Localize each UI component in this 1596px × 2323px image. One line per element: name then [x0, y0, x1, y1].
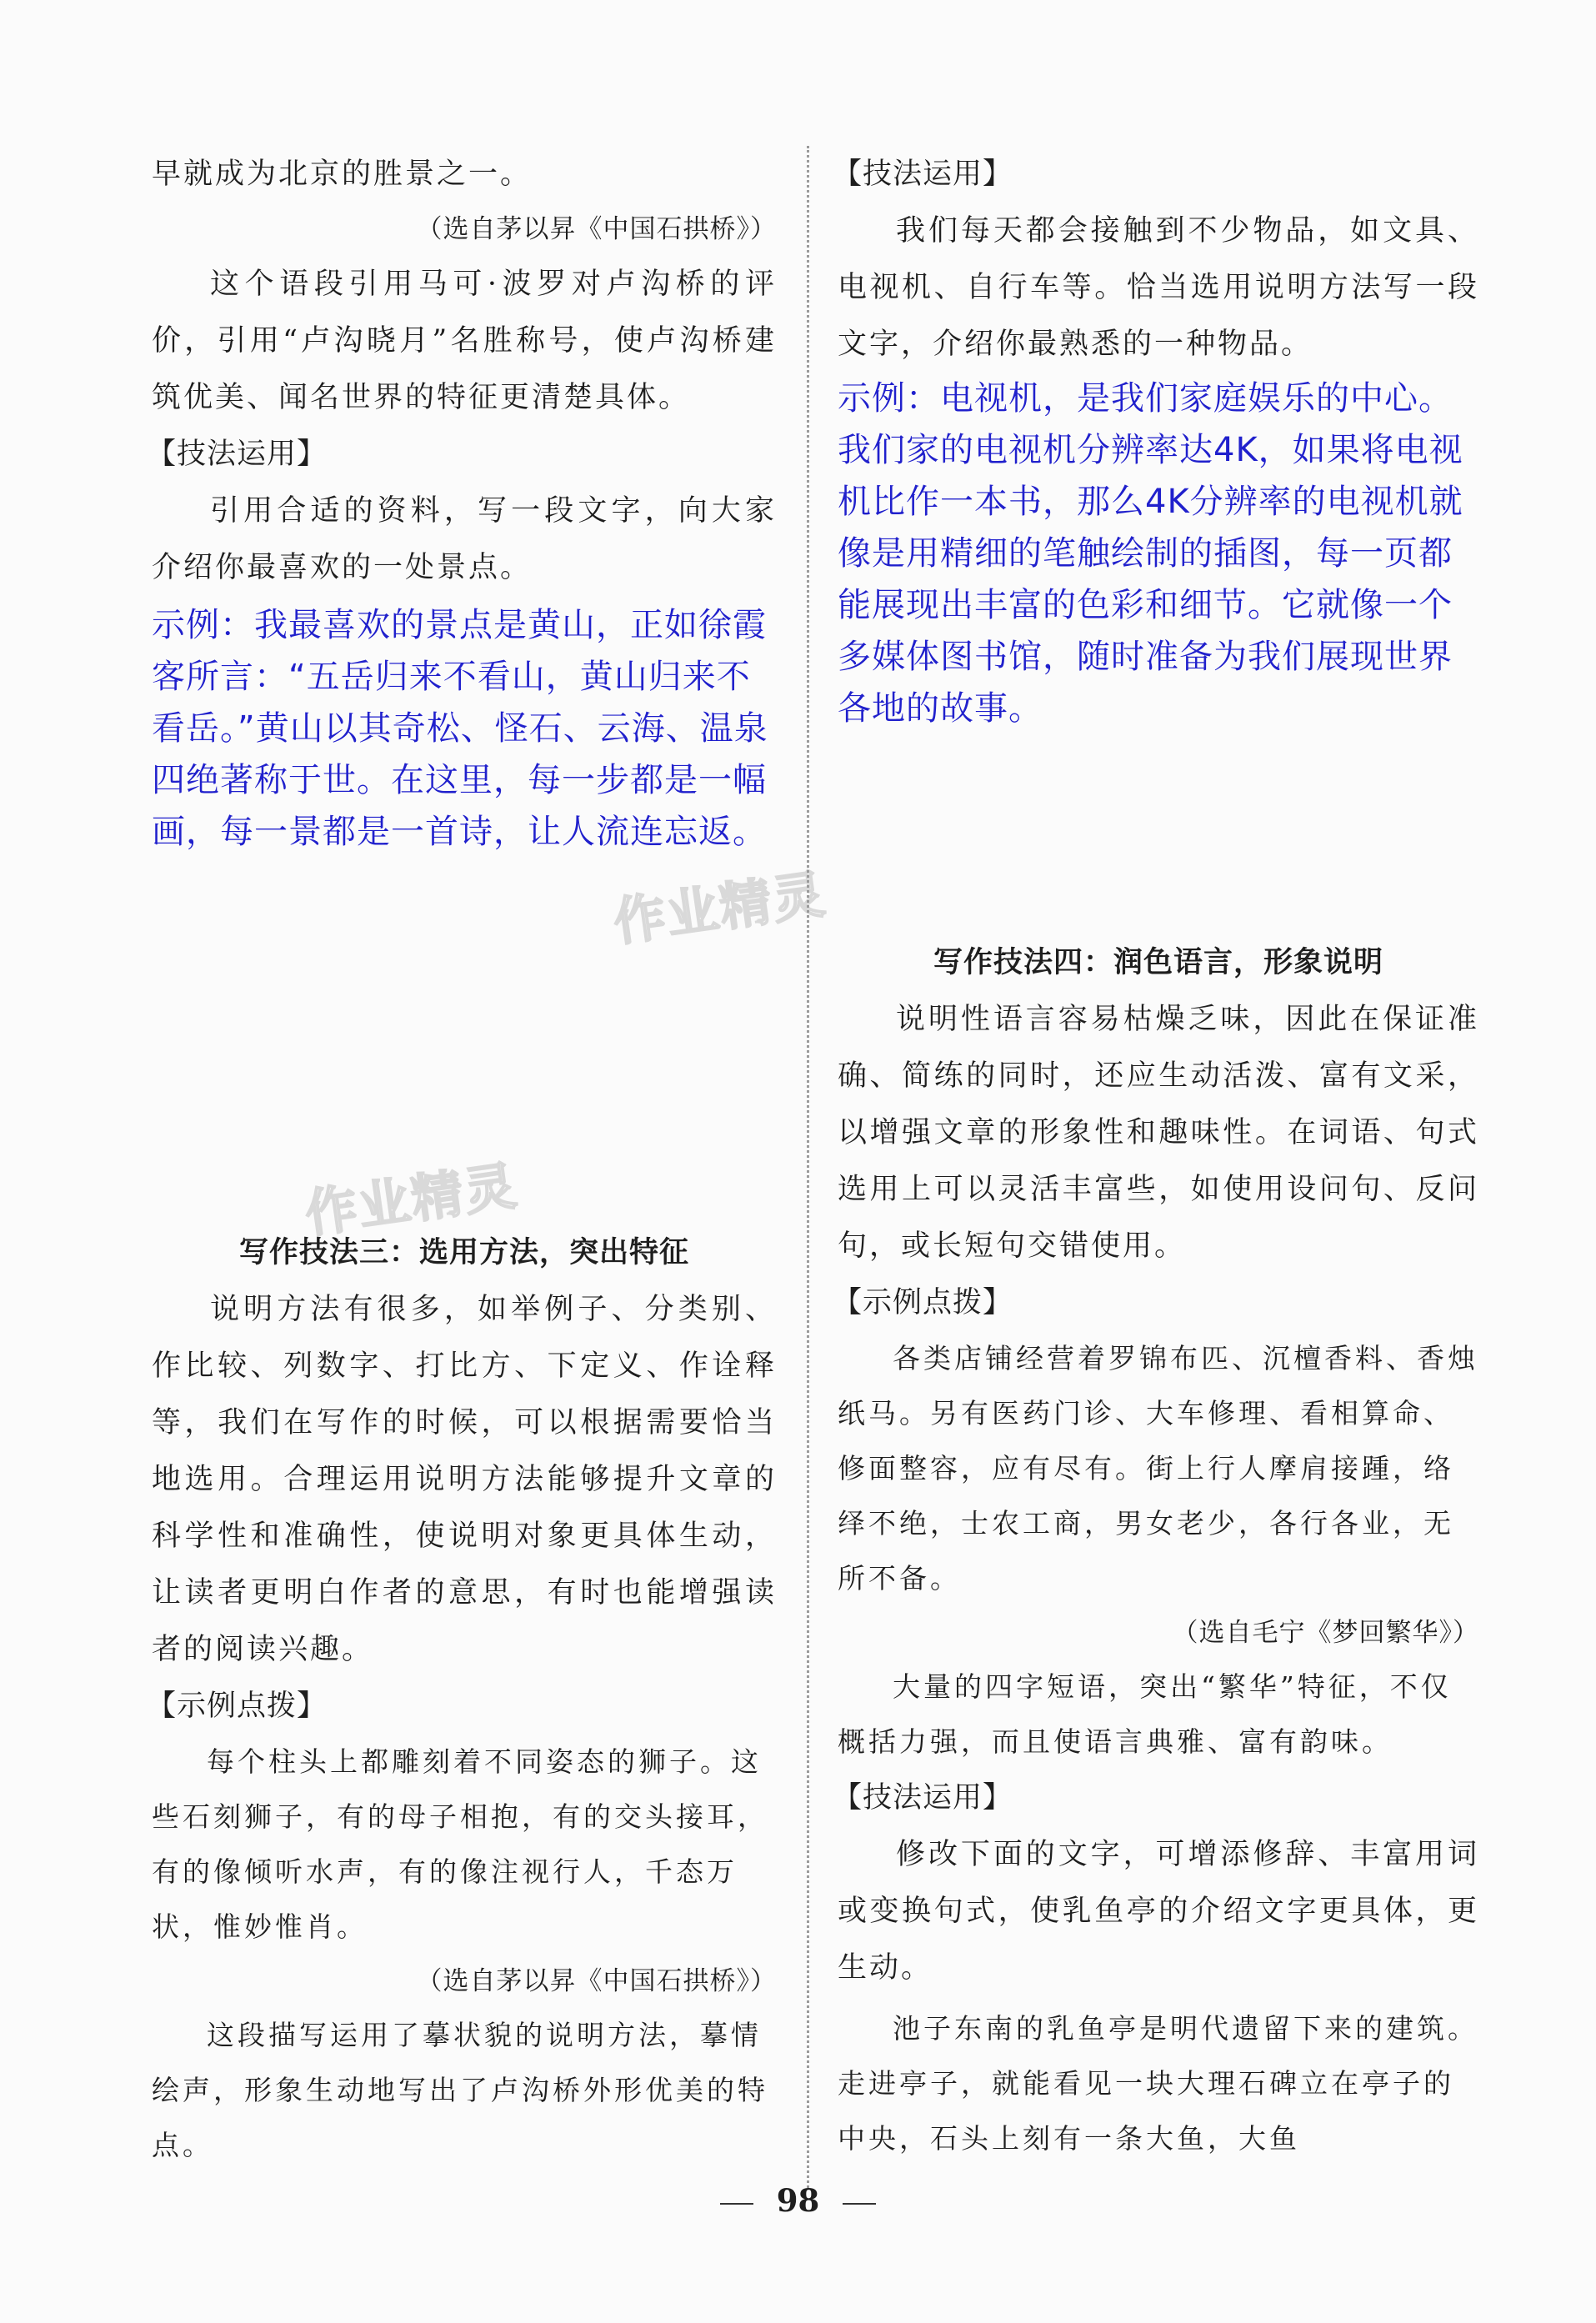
- watermark-bottom: 作业精灵: [301, 1154, 522, 1245]
- sample-answer: 示例：我最喜欢的景点是黄山，正如徐霞客所言：“五岳归来不看山，黄山归来不看岳。”黄山以其奇松、怪石、云海、温泉四绝著称于世。在这里，每一步都是一幅画，每一景都是一首诗，让人流连忘返。: [152, 606, 768, 851]
- continued-paragraph: 早就成为北京的胜景之一。: [152, 158, 533, 191]
- source-citation: （选自茅以昇《中国石拱桥》）: [416, 1966, 777, 1996]
- analysis-paragraph: 这个语段引用马可·波罗对卢沟桥的评价，引用“卢沟晓月”名胜称号，使卢沟桥建筑优美、闻名世界的特征更清楚具体。: [152, 268, 777, 414]
- section-heading-3: 写作技法三：选用方法，突出特征: [238, 1236, 689, 1269]
- column-divider: [807, 146, 809, 2188]
- page-number-text: 98: [776, 2182, 820, 2219]
- technique-application-tag: 【技法运用】: [833, 1781, 1013, 1815]
- task-prompt: 我们每天都会接触到不少物品，如文具、电视机、自行车等。恰当选用说明方法写一段文字，介绍你最熟悉的一种物品。: [838, 214, 1479, 361]
- section-heading-4: 写作技法四：润色语言，形象说明: [933, 946, 1383, 979]
- example-quote: 各类店铺经营着罗锦布匹、沉檀香料、香烛纸马。另有医药门诊、大车修理、看相算命、修面整容，应有尽有。街上行人摩肩接踵，络绎不绝，士农工商，男女老少，各行各业，无所不备。: [838, 1342, 1478, 1595]
- task-prompt: 引用合适的资料，写一段文字，向大家介绍你最喜欢的一处景点。: [152, 494, 777, 584]
- passage-to-revise: 池子东南的乳鱼亭是明代遗留下来的建筑。走进亭子，就能看见一块大理石碑立在亭子的中央，石头上刻有一条大鱼，大鱼: [838, 2012, 1478, 2155]
- source-citation: （选自毛宁《梦回繁华》）: [1172, 1618, 1479, 1648]
- technique-application-tag: 【技法运用】: [147, 438, 328, 471]
- page-number-dash: [843, 2203, 876, 2205]
- page-number-dash: [720, 2203, 753, 2205]
- technique-application-tag: 【技法运用】: [833, 158, 1013, 191]
- page-number: [0, 2182, 1596, 2219]
- left-column: [147, 146, 777, 2173]
- example-tag: 【示例点拨】: [147, 1690, 328, 1723]
- sample-answer: 示例：电视机，是我们家庭娱乐的中心。我们家的电视机分辨率达4K，如果将电视机比作一本书，那么4K分辨率的电视机就像是用精细的笔触绘制的插图，每一页都能展现出丰富的色彩和细节。它就像一个多媒体图书馆，随时准备为我们展现世界各地的故事。: [838, 379, 1463, 728]
- example-quote: 每个柱头上都雕刻着不同姿态的狮子。这些石刻狮子，有的母子相抱，有的交头接耳，有的像倾听水声，有的像注视行人，千态万状，惟妙惟肖。: [152, 1745, 768, 1943]
- example-tag: 【示例点拨】: [833, 1286, 1013, 1319]
- analysis-paragraph: 这段描写运用了摹状貌的说明方法，摹情绘声，形象生动地写出了卢沟桥外形优美的特点。: [152, 2019, 768, 2161]
- watermark-top: 作业精灵: [609, 863, 830, 954]
- task-prompt: 修改下面的文字，可增添修辞、丰富用词或变换句式，使乳鱼亭的介绍文字更具体，更生动。: [838, 1838, 1479, 1985]
- analysis-paragraph: 大量的四字短语，突出“繁华”特征，不仅概括力强，而且使语言典雅、富有韵味。: [838, 1670, 1452, 1758]
- method-paragraph: 说明方法有很多，如举例子、分类别、作比较、列数字、打比方、下定义、作诠释等，我们在写作的时候，可以根据需要恰当地选用。合理运用说明方法能够提升文章的科学性和准确性，使说明对象更具体生动，让读者更明白作者的意思，有时也能增强读者的阅读兴趣。: [152, 1293, 777, 1666]
- right-column: [833, 146, 1479, 2166]
- source-citation: （选自茅以昇《中国石拱桥》）: [416, 214, 777, 244]
- language-paragraph: 说明性语言容易枯燥乏味，因此在保证准确、简练的同时，还应生动活泼、富有文采，以增强文章的形象性和趣味性。在词语、句式选用上可以灵活丰富些，如使用设问句、反问句，或长短句交错使用。: [838, 1003, 1479, 1263]
